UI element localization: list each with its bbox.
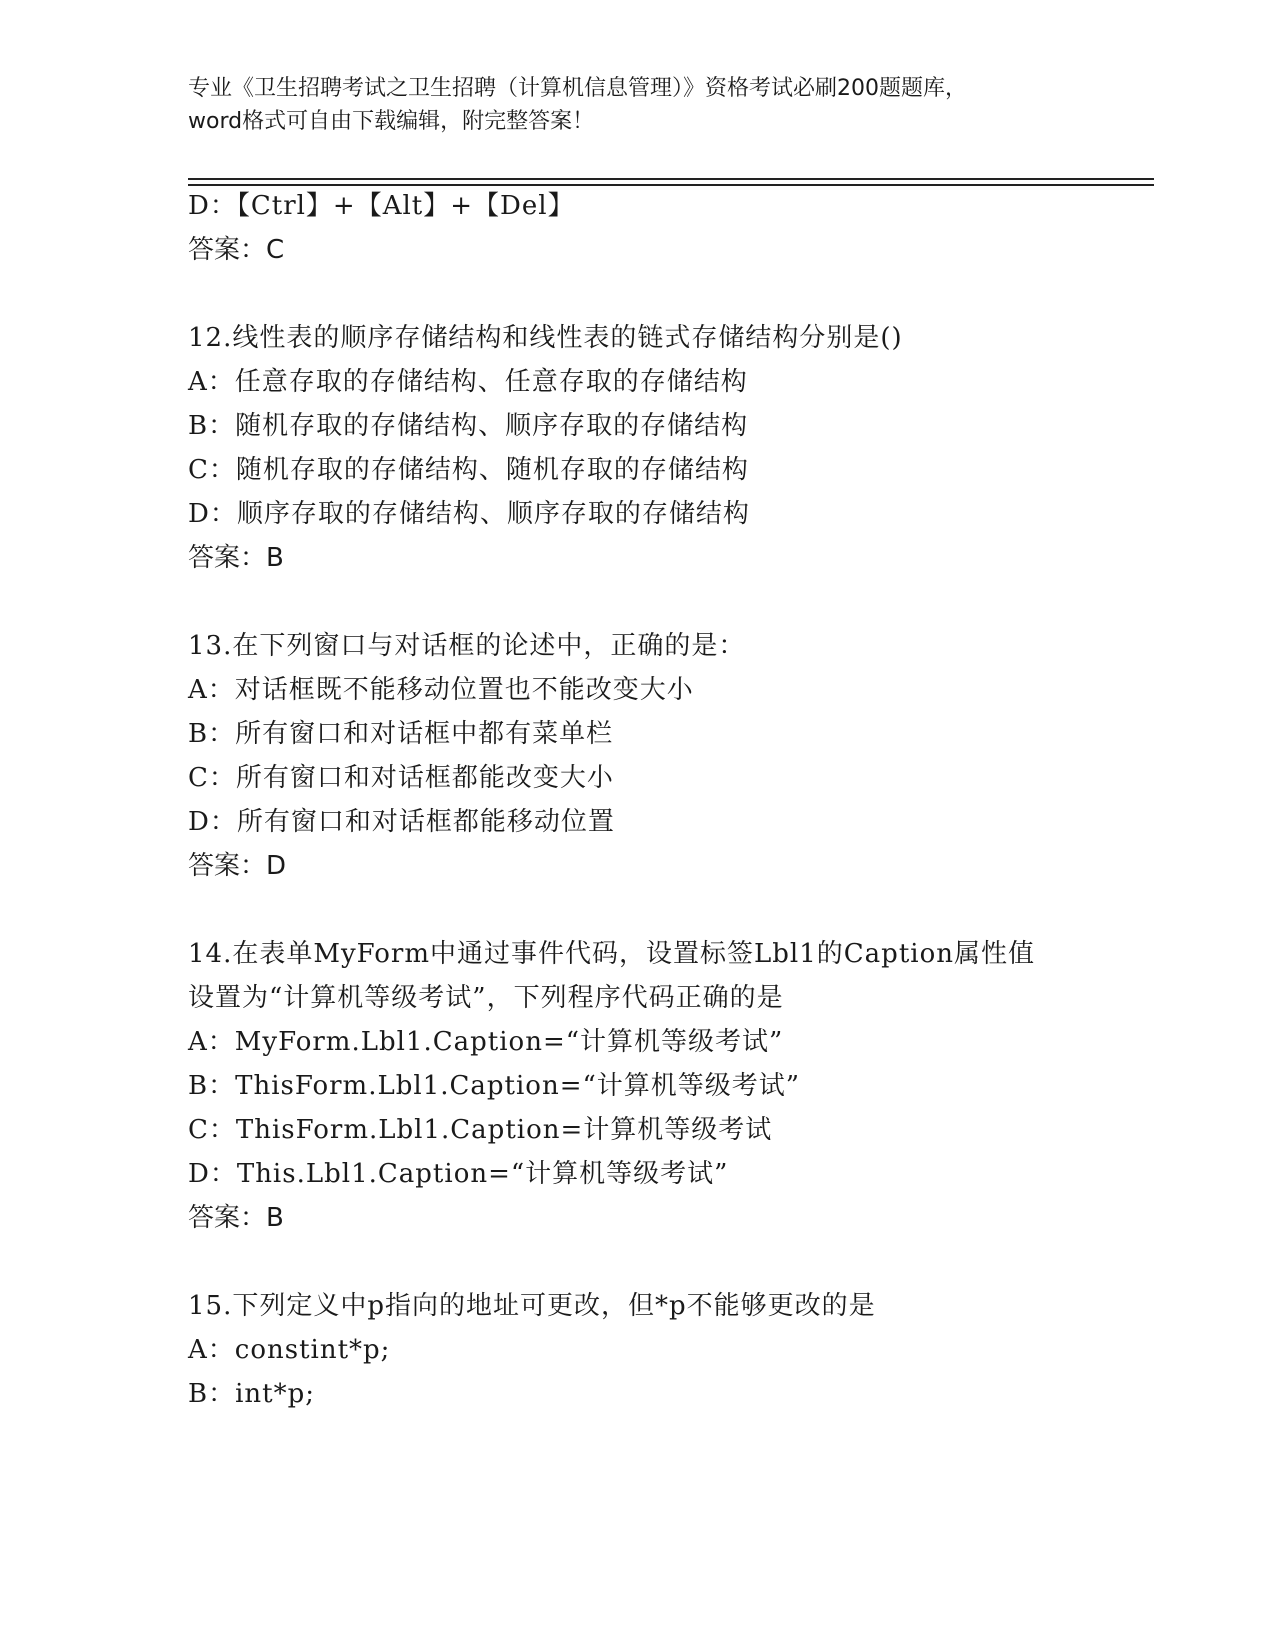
header-title-line-2: word格式可自由下载编辑，附完整答案！ (188, 109, 595, 134)
q11-answer: 答案：C (188, 235, 285, 265)
q14-option-a: A：MyForm.Lbl1.Caption=“计算机等级考试” (188, 1027, 784, 1057)
q14-answer: 答案：B (188, 1203, 284, 1233)
q12-option-a: A：任意存取的存储结构、任意存取的存储结构 (188, 367, 748, 397)
q13-stem: 13.在下列窗口与对话框的论述中，正确的是： (188, 631, 746, 661)
q15-option-b: B：int*p; (188, 1379, 316, 1409)
q12-option-d: D：顺序存取的存储结构、顺序存取的存储结构 (188, 499, 750, 529)
q12-answer: 答案：B (188, 543, 284, 573)
header-divider-bottom (188, 184, 1154, 186)
header-title-line-1: 专业《卫生招聘考试之卫生招聘（计算机信息管理）》资格考试必刷200题题库， (188, 76, 967, 101)
q13-option-b: B：所有窗口和对话框中都有菜单栏 (188, 719, 614, 749)
q14-option-b: B：ThisForm.Lbl1.Caption=“计算机等级考试” (188, 1071, 801, 1101)
header-divider-top (188, 178, 1154, 180)
q14-stem-line-2: 设置为“计算机等级考试”，下列程序代码正确的是 (188, 983, 784, 1013)
document-header (188, 72, 1068, 138)
q12-stem: 12.线性表的顺序存储结构和线性表的链式存储结构分别是() (188, 323, 903, 353)
q11-option-d: D：【Ctrl】+【Alt】+【Del】 (188, 191, 575, 221)
q15-stem: 15.下列定义中p指向的地址可更改，但*p不能够更改的是 (188, 1291, 876, 1321)
q13-option-d: D：所有窗口和对话框都能移动位置 (188, 807, 615, 837)
q14-option-d: D：This.Lbl1.Caption=“计算机等级考试” (188, 1159, 729, 1189)
q14-stem-line-1: 14.在表单MyForm中通过事件代码，设置标签Lbl1的Caption属性值 (188, 939, 1035, 969)
q13-option-c: C：所有窗口和对话框都能改变大小 (188, 763, 614, 793)
q12-option-c: C：随机存取的存储结构、随机存取的存储结构 (188, 455, 749, 485)
q13-option-a: A：对话框既不能移动位置也不能改变大小 (188, 675, 694, 705)
q14-option-c: C：ThisForm.Lbl1.Caption=计算机等级考试 (188, 1115, 773, 1145)
q13-answer: 答案：D (188, 851, 287, 881)
q12-option-b: B：随机存取的存储结构、顺序存取的存储结构 (188, 411, 749, 441)
q15-option-a: A：constint*p; (188, 1335, 391, 1365)
